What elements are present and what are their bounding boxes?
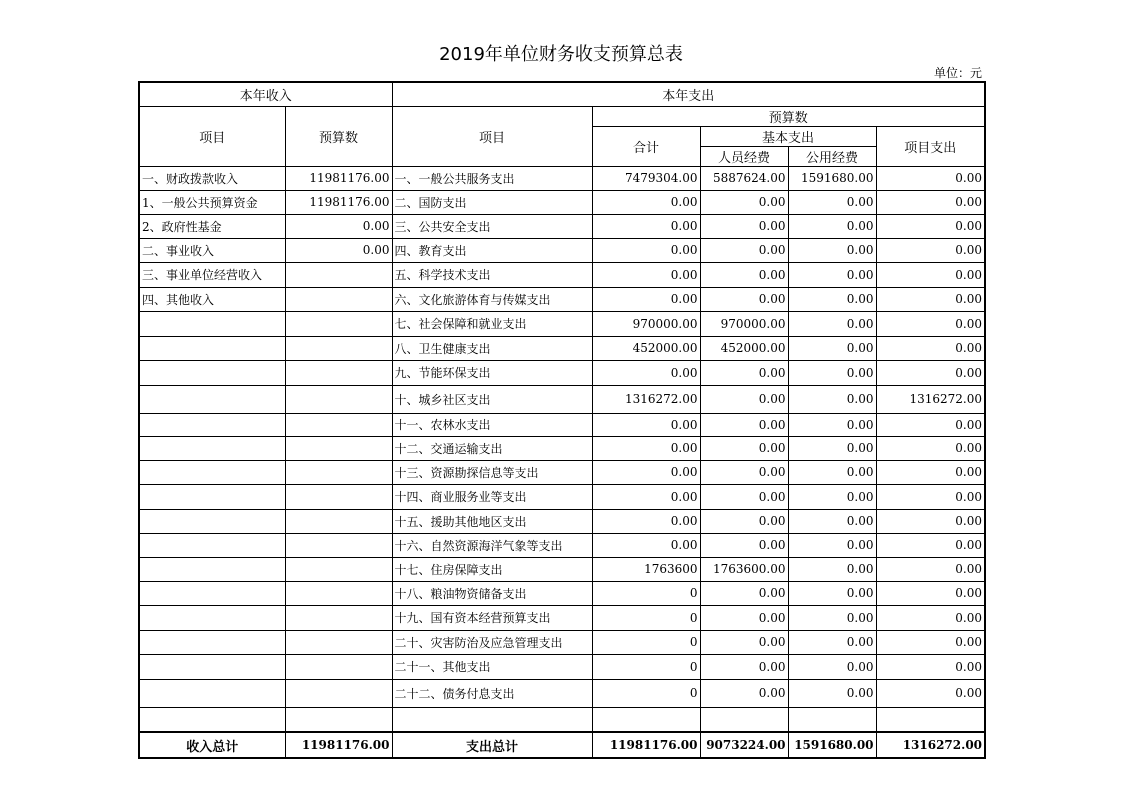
expense-item-cell: 十一、农林水支出	[392, 413, 592, 436]
expense-section-header: 本年支出	[392, 82, 985, 106]
public-cell: 0.00	[788, 557, 876, 581]
table-row	[139, 679, 985, 707]
expense-total-cell: 0.00	[592, 460, 700, 484]
income-item-cell	[139, 385, 285, 413]
public-cell: 0.00	[788, 413, 876, 436]
expense-item-cell: 六、文化旅游体育与传媒支出	[392, 287, 592, 311]
project-cell: 0.00	[876, 166, 985, 190]
personnel-cell: 0.00	[700, 385, 788, 413]
personnel-cell: 0.00	[700, 605, 788, 630]
public-cell: 0.00	[788, 336, 876, 360]
budget-group-header: 预算数	[592, 106, 985, 126]
personnel-cell: 0.00	[700, 484, 788, 509]
project-cell: 0.00	[876, 360, 985, 385]
expense-total-cell: 0.00	[592, 436, 700, 460]
expense-total-cell: 0	[592, 605, 700, 630]
table-row	[139, 509, 985, 533]
income-amount-cell	[285, 436, 392, 460]
income-item-cell	[139, 436, 285, 460]
expense-item-cell: 二十二、债务付息支出	[392, 679, 592, 707]
expense-item-cell: 五、科学技术支出	[392, 262, 592, 287]
table-row	[139, 360, 985, 385]
expense-item-cell: 十六、自然资源海洋气象等支出	[392, 533, 592, 557]
expense-total-cell: 452000.00	[592, 336, 700, 360]
project-cell: 0.00	[876, 190, 985, 214]
expense-total-cell: 7479304.00	[592, 166, 700, 190]
income-item-cell	[139, 654, 285, 679]
personnel-cell: 0.00	[700, 413, 788, 436]
expense-item-cell: 十、城乡社区支出	[392, 385, 592, 413]
project-cell: 0.00	[876, 654, 985, 679]
income-amount-cell	[285, 630, 392, 654]
project-cell: 0.00	[876, 557, 985, 581]
expense-item-cell: 七、社会保障和就业支出	[392, 311, 592, 336]
expense-item-cell: 二、国防支出	[392, 190, 592, 214]
income-total-amount: 11981176.00	[285, 732, 392, 758]
table-row	[139, 557, 985, 581]
public-cell: 0.00	[788, 262, 876, 287]
personnel-cell: 0.00	[700, 679, 788, 707]
table-row	[139, 581, 985, 605]
income-amount-cell	[285, 311, 392, 336]
public-cell: 0.00	[788, 654, 876, 679]
expense-total-cell: 0.00	[592, 238, 700, 262]
expense-total-cell: 0.00	[592, 360, 700, 385]
income-item-cell	[139, 679, 285, 707]
income-amount-cell	[285, 385, 392, 413]
income-amount-cell	[285, 581, 392, 605]
expense-total-cell: 0	[592, 654, 700, 679]
table-row	[139, 287, 985, 311]
project-cell: 1316272.00	[876, 385, 985, 413]
income-amount-cell: 0.00	[285, 238, 392, 262]
income-amount-cell	[285, 336, 392, 360]
income-item-cell: 三、事业单位经营收入	[139, 262, 285, 287]
expense-total-cell: 0	[592, 679, 700, 707]
expense-item-cell: 一、一般公共服务支出	[392, 166, 592, 190]
public-cell: 0.00	[788, 581, 876, 605]
income-item-cell	[139, 509, 285, 533]
personnel-total: 9073224.00	[700, 732, 788, 758]
income-amount-cell: 11981176.00	[285, 190, 392, 214]
income-item-header: 项目	[139, 106, 285, 166]
expense-total-cell: 0	[592, 630, 700, 654]
table-row	[139, 166, 985, 190]
expense-total-cell: 0.00	[592, 287, 700, 311]
expense-total-cell: 0.00	[592, 262, 700, 287]
project-cell: 0.00	[876, 413, 985, 436]
expense-total-cell: 1316272.00	[592, 385, 700, 413]
expense-item-cell: 十七、住房保障支出	[392, 557, 592, 581]
basic-expense-header: 基本支出	[700, 126, 876, 146]
table-row	[139, 238, 985, 262]
personnel-cell: 0.00	[700, 533, 788, 557]
public-cell: 0.00	[788, 311, 876, 336]
personnel-cell: 0.00	[700, 460, 788, 484]
income-item-cell	[139, 413, 285, 436]
public-cell: 0.00	[788, 190, 876, 214]
income-item-cell	[139, 311, 285, 336]
personnel-cell: 1763600.00	[700, 557, 788, 581]
expense-total-cell: 0.00	[592, 533, 700, 557]
project-cell: 0.00	[876, 287, 985, 311]
public-header: 公用经费	[788, 146, 876, 166]
expense-total-cell: 0.00	[592, 190, 700, 214]
expense-item-header: 项目	[392, 106, 592, 166]
expense-total-amount: 11981176.00	[592, 732, 700, 758]
income-amount-cell	[285, 557, 392, 581]
table-row	[139, 436, 985, 460]
public-cell	[788, 707, 876, 732]
income-total-label: 收入总计	[139, 732, 285, 758]
project-cell: 0.00	[876, 484, 985, 509]
personnel-cell: 970000.00	[700, 311, 788, 336]
table-row	[139, 460, 985, 484]
totals-row	[139, 732, 985, 758]
income-amount-cell	[285, 533, 392, 557]
table-row	[139, 484, 985, 509]
project-cell: 0.00	[876, 311, 985, 336]
income-item-cell	[139, 336, 285, 360]
expense-total-cell	[592, 707, 700, 732]
project-total: 1316272.00	[876, 732, 985, 758]
public-cell: 0.00	[788, 436, 876, 460]
project-cell: 0.00	[876, 533, 985, 557]
expense-total-cell: 970000.00	[592, 311, 700, 336]
public-cell: 0.00	[788, 460, 876, 484]
income-item-cell	[139, 360, 285, 385]
table-row	[139, 336, 985, 360]
income-amount-cell	[285, 287, 392, 311]
project-cell: 0.00	[876, 436, 985, 460]
project-cell: 0.00	[876, 238, 985, 262]
income-item-cell	[139, 630, 285, 654]
expense-item-cell: 十八、粮油物资储备支出	[392, 581, 592, 605]
personnel-cell: 0.00	[700, 238, 788, 262]
expense-item-cell: 四、教育支出	[392, 238, 592, 262]
expense-item-cell: 十五、援助其他地区支出	[392, 509, 592, 533]
personnel-header: 人员经费	[700, 146, 788, 166]
income-item-cell	[139, 484, 285, 509]
public-cell: 0.00	[788, 509, 876, 533]
table-row	[139, 385, 985, 413]
income-amount-cell: 11981176.00	[285, 166, 392, 190]
expense-item-cell: 八、卫生健康支出	[392, 336, 592, 360]
total-header: 合计	[592, 126, 700, 166]
personnel-cell: 5887624.00	[700, 166, 788, 190]
project-cell: 0.00	[876, 214, 985, 238]
personnel-cell: 0.00	[700, 581, 788, 605]
expense-item-cell	[392, 707, 592, 732]
income-item-cell: 2、政府性基金	[139, 214, 285, 238]
public-cell: 0.00	[788, 630, 876, 654]
project-cell: 0.00	[876, 262, 985, 287]
expense-item-cell: 二十一、其他支出	[392, 654, 592, 679]
income-amount-cell	[285, 605, 392, 630]
income-item-cell	[139, 707, 285, 732]
expense-total-cell: 0	[592, 581, 700, 605]
project-cell: 0.00	[876, 630, 985, 654]
expense-item-cell: 三、公共安全支出	[392, 214, 592, 238]
unit-label: 单位：元	[933, 66, 982, 80]
income-section-header: 本年收入	[139, 82, 392, 106]
income-item-cell: 一、财政拨款收入	[139, 166, 285, 190]
public-cell: 0.00	[788, 385, 876, 413]
expense-total-label: 支出总计	[392, 732, 592, 758]
expense-item-cell: 十三、资源勘探信息等支出	[392, 460, 592, 484]
page-title: 2019年单位财务收支预算总表	[439, 44, 683, 65]
table-row	[139, 413, 985, 436]
expense-total-cell: 1763600	[592, 557, 700, 581]
table-row	[139, 311, 985, 336]
income-item-cell	[139, 533, 285, 557]
public-cell: 0.00	[788, 679, 876, 707]
personnel-cell	[700, 707, 788, 732]
budget-table	[138, 81, 986, 759]
table-row	[139, 654, 985, 679]
table-row	[139, 707, 985, 732]
income-amount-cell	[285, 360, 392, 385]
public-cell: 0.00	[788, 238, 876, 262]
public-cell: 0.00	[788, 360, 876, 385]
personnel-cell: 0.00	[700, 287, 788, 311]
income-amount-cell	[285, 654, 392, 679]
table-row	[139, 533, 985, 557]
income-item-cell: 二、事业收入	[139, 238, 285, 262]
project-expense-header: 项目支出	[876, 126, 985, 166]
table-row	[139, 630, 985, 654]
project-cell	[876, 707, 985, 732]
project-cell: 0.00	[876, 679, 985, 707]
income-amount-cell	[285, 679, 392, 707]
income-item-cell	[139, 605, 285, 630]
expense-total-cell: 0.00	[592, 413, 700, 436]
expense-total-cell: 0.00	[592, 214, 700, 238]
table-row	[139, 190, 985, 214]
public-total: 1591680.00	[788, 732, 876, 758]
public-cell: 0.00	[788, 484, 876, 509]
income-amount-cell	[285, 262, 392, 287]
project-cell: 0.00	[876, 460, 985, 484]
personnel-cell: 0.00	[700, 630, 788, 654]
income-amount-cell: 0.00	[285, 214, 392, 238]
income-item-cell: 1、一般公共预算资金	[139, 190, 285, 214]
expense-item-cell: 九、节能环保支出	[392, 360, 592, 385]
expense-total-cell: 0.00	[592, 509, 700, 533]
income-item-cell	[139, 557, 285, 581]
public-cell: 0.00	[788, 287, 876, 311]
income-item-cell: 四、其他收入	[139, 287, 285, 311]
table-row	[139, 214, 985, 238]
project-cell: 0.00	[876, 581, 985, 605]
public-cell: 1591680.00	[788, 166, 876, 190]
personnel-cell: 0.00	[700, 262, 788, 287]
table-row	[139, 605, 985, 630]
personnel-cell: 0.00	[700, 214, 788, 238]
expense-total-cell: 0.00	[592, 484, 700, 509]
public-cell: 0.00	[788, 214, 876, 238]
public-cell: 0.00	[788, 533, 876, 557]
project-cell: 0.00	[876, 509, 985, 533]
personnel-cell: 0.00	[700, 654, 788, 679]
personnel-cell: 0.00	[700, 509, 788, 533]
income-item-cell	[139, 581, 285, 605]
income-amount-cell	[285, 484, 392, 509]
expense-item-cell: 十九、国有资本经营预算支出	[392, 605, 592, 630]
expense-item-cell: 二十、灾害防治及应急管理支出	[392, 630, 592, 654]
expense-item-cell: 十四、商业服务业等支出	[392, 484, 592, 509]
income-amount-cell	[285, 413, 392, 436]
income-amount-cell	[285, 707, 392, 732]
income-budget-header: 预算数	[285, 106, 392, 166]
table-row	[139, 262, 985, 287]
public-cell: 0.00	[788, 605, 876, 630]
personnel-cell: 452000.00	[700, 336, 788, 360]
personnel-cell: 0.00	[700, 436, 788, 460]
income-amount-cell	[285, 509, 392, 533]
project-cell: 0.00	[876, 336, 985, 360]
income-item-cell	[139, 460, 285, 484]
expense-item-cell: 十二、交通运输支出	[392, 436, 592, 460]
personnel-cell: 0.00	[700, 360, 788, 385]
income-amount-cell	[285, 460, 392, 484]
project-cell: 0.00	[876, 605, 985, 630]
personnel-cell: 0.00	[700, 190, 788, 214]
